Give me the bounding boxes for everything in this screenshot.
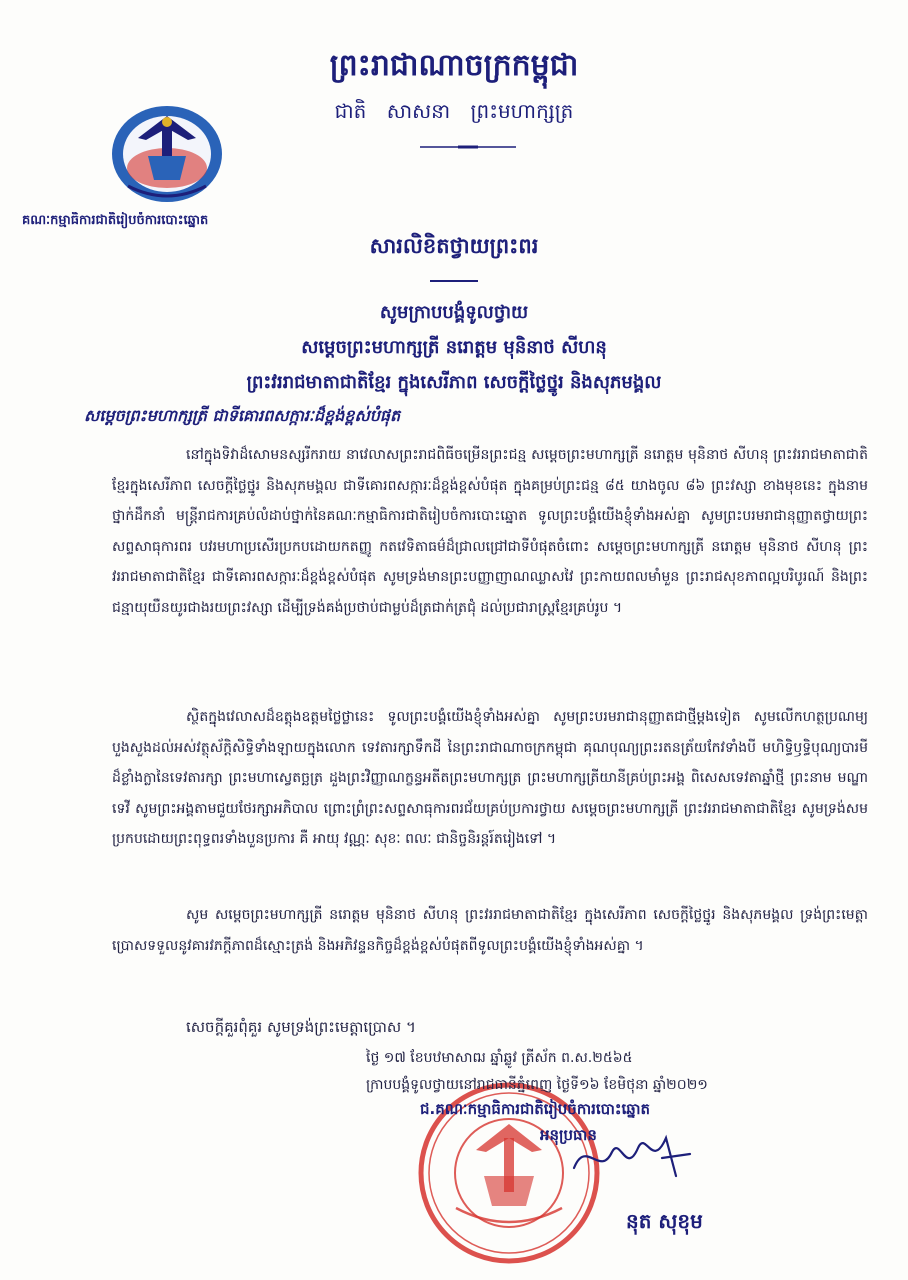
salutation: សម្តេចព្រះមហាក្សត្រី ជាទីគោរពសក្ការៈដ៏ខ្ពង់ខ្ពស់បំផុត (84, 406, 401, 425)
address-line-2: សម្តេចព្រះមហាក្សត្រី នរោត្តម មុនិនាថ សីហនុ (301, 337, 607, 358)
signing-organization: ជ.គណៈកម្មាធិការជាតិរៀបចំការបោះឆ្នោត (420, 1100, 651, 1118)
body-paragraph-3: សូម សម្តេចព្រះមហាក្សត្រី នរោត្តម មុនិនាថ សីហនុ ព្រះវររាជមាតាជាតិខ្មែរ ក្នុងសេរីភាព សេចក្តីថ្លៃថ្នូរ និងសុភមង្គល ទ្រង់ព្រះមេត្តាប្រោសទទួលនូវគារវភក្តីភាពដ៏ស្មោះត្រង់ និងអភិវន្ទនកិច្ចដ៏ខ្ពង់ខ្ពស់បំផុតពីទូលព្រះបង្គំយើងខ្ញុំទាំងអស់គ្នា ។ (112, 907, 868, 954)
address-line-1: សូមក្រាបបង្គំទូលថ្វាយ (379, 302, 529, 323)
committee-name: គណៈកម្មាធិការជាតិរៀបចំការបោះឆ្នោត (22, 213, 209, 228)
title-underline (430, 280, 478, 282)
signer-role: អនុប្រធាន (540, 1126, 597, 1144)
body-paragraph-1: នៅក្នុងទិវាដ៏សោមនស្សរីករាយ នាវេលាសព្រះរាជពិធីចម្រើនព្រះជន្ម សម្តេចព្រះមហាក្សត្រី នរោត្តម មុនិនាថ សីហនុ ព្រះវររាជមាតាជាតិខ្មែរក្នុងសេរីភាព សេចក្តីថ្លៃថ្នូរ និងសុភមង្គល ជាទីគោរពសក្ការៈដ៏ខ្ពង់ខ្ពស់បំផុត ក្នុងគម្រប់ព្រះជន្ម ៨៥ យាងចូល ៨៦ ព្រះវស្សា ខាងមុខនេះ ក្នុងនាមថ្នាក់ដឹកនាំ មន្ត្រីរាជការគ្រប់លំដាប់ថ្នាក់នៃគណៈកម្មាធិការជាតិរៀបចំការបោះឆ្នោត ទូលព្រះបង្គំយើងខ្ញុំទាំងអស់គ្នា សូមព្រះបរមរាជានុញ្ញាតថ្វាយព្រះសព្ទសាធុការពរ បវរមហាប្រសើរប្រកបដោយកតញ្ញូ កតវេទិតាធម៌ដ៏ជ្រាលជ្រៅជាទីបំផុតចំពោះ សម្តេចព្រះមហាក្សត្រី នរោត្តម មុនិនាថ សីហនុ ព្រះវររាជមាតាជាតិខ្មែរ ជាទីគោរពសក្ការៈដ៏ខ្ពង់ខ្ពស់បំផុត សូមទ្រង់មានព្រះបញ្ញាញាណឈ្លាសវៃ ព្រះកាយពលមាំមួន ព្រះរាជសុខភាពល្អបរិបូរណ៍ និងព្រះជន្មាយុយឺនយូរជាងរយព្រះវស្សា ដើម្បីទ្រង់គង់ប្រថាប់ជាម្លប់ដ៏ត្រជាក់ត្រជុំ ដល់ប្រជារាស្ត្រខ្មែរគ្រប់រូប ។ (112, 447, 868, 616)
nec-logo (108, 98, 226, 208)
address-line-3: ព្រះវររាជមាតាជាតិខ្មែរ ក្នុងសេរីភាព សេចក្តីថ្លៃថ្នូរ និងសុភមង្គល (246, 372, 662, 393)
date-solar: ក្រាបបង្គំទូលថ្វាយនៅរាជធានីភ្នំពេញ ថ្ងៃទី១៦ ខែមិថុនា ឆ្នាំ២០២១ (366, 1077, 708, 1093)
national-motto: ជាតិ សាសនា ព្រះមហាក្សត្រ (334, 99, 574, 123)
kingdom-heading: ព្រះរាជាណាចក្រកម្ពុជា (329, 48, 579, 83)
closing-line: សេចក្តីគួរពុំគួរ សូមទ្រង់ព្រះមេត្តាប្រោស ។ (186, 1018, 416, 1036)
body-paragraph-2: ស្ថិតក្នុងវេលាសដ៏ឧត្តុងឧត្តមថ្លៃថ្លានេះ ទូលព្រះបង្គំយើងខ្ញុំទាំងអស់គ្នា សូមព្រះបរមរាជានុញ្ញាតជាថ្មីម្តងទៀត សូមលើកហត្ថប្រណម្យបួងសួងដល់អស់វត្ថុស័ក្តិសិទ្ធិទាំងឡាយក្នុងលោក ទេវតារក្សាទឹកដី នៃព្រះរាជាណាចក្រកម្ពុជា គុណបុណ្យព្រះរតនត្រ័យកែវទាំងបី មហិទ្ធិឫទ្ធិបុណ្យបារមីដ៏ខ្លាំងក្លានៃទេវតារក្សា ព្រះមហាស្វេតច្ឆត្រ ដួងព្រះវិញ្ញាណក្ខន្ធអតីតព្រះមហាក្សត្រ ព្រះមហាក្សត្រីយានីគ្រប់ព្រះអង្គ ពិសេសទេវតាឆ្នាំថ្មី ព្រះនាម មណ្ឌាទេវី សូមព្រះអង្គតាមជួយថែរក្សាអភិបាល ព្រោះព្រំព្រះសព្ទសាធុការពរជ័យគ្រប់ប្រការថ្វាយ សម្តេចព្រះមហាក្សត្រី ព្រះវររាជមាតាជាតិខ្មែរ សូមទ្រង់សមប្រកបដោយព្រះពុទ្ធពរទាំងបួនប្រការ គឺ អាយុ វណ្ណៈ សុខៈ ពលៈ ជានិច្ចនិរន្តរ៍តរៀងទៅ ។ (112, 709, 868, 847)
handwritten-signature (566, 1118, 696, 1186)
signer-name: នុត សុខុម (626, 1209, 703, 1233)
ornament-divider (420, 142, 516, 152)
date-lunar: ថ្ងៃ ១៧ ខែបឋមាសាឍ ឆ្នាំឆ្លូវ ត្រីស័ក ព.ស.២៥៦៥ (366, 1050, 633, 1066)
document-title: សារលិខិតថ្វាយព្រះពរ (369, 234, 539, 258)
